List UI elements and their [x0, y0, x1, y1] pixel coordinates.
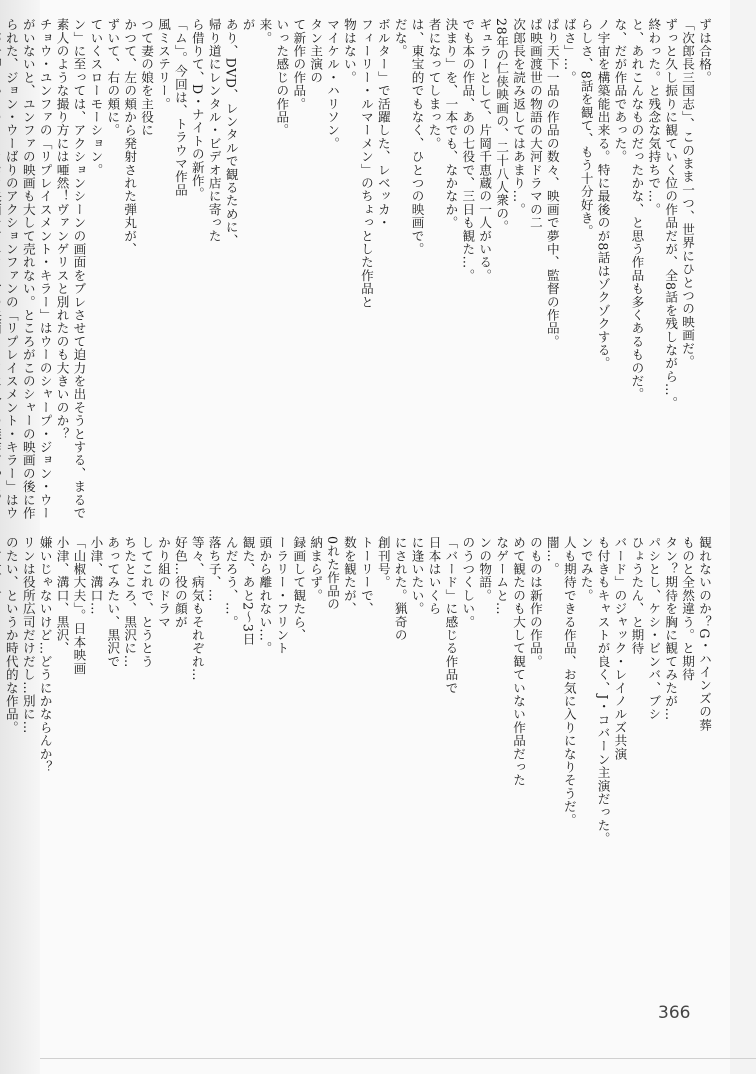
- paragraph: ずっと久し振りに観ていく位の作品だが、全8話を残しながら…。: [663, 18, 679, 410]
- paragraph: な、だが作品であった。: [612, 18, 628, 164]
- paragraph: 嫌いじゃないけど…どうにかならんか？: [37, 536, 53, 774]
- paragraph: 納まらず。: [308, 536, 324, 602]
- paragraph: ボルター」で活躍した、レベッカ・: [375, 18, 391, 230]
- paragraph: 録画して観たら、: [291, 536, 307, 642]
- paragraph: 来。: [257, 18, 273, 45]
- page-number: 366: [658, 1003, 691, 1023]
- paragraph: 等々、病気もそれぞれ…: [189, 536, 205, 682]
- paragraph: ずは合格。: [697, 18, 712, 84]
- paragraph: ン」に至っては、アクションシーンの画面をブレさせて迫力を出そうとする、まるで素人のような撮り方には唖然！ヴァンゲリスと別れたのも大きいのか？: [54, 18, 87, 520]
- paragraph: 創刊号。: [375, 536, 391, 589]
- paragraph: 頭から離れない…。: [257, 536, 273, 655]
- paragraph: 決まり」を、一本でも、なかなか。: [443, 18, 459, 230]
- paragraph: にされた。猟奇の: [392, 536, 408, 642]
- paragraph: マイケル・ハリソン。: [325, 18, 341, 150]
- paragraph: 観れないのか？G・ハインズの葬: [697, 536, 712, 732]
- paragraph: んだろう、…。: [223, 536, 239, 629]
- paragraph: フィーリー・ルマーメン」のちょっとした作品と: [358, 18, 374, 309]
- paragraph: ひょうたん、と期待: [629, 536, 645, 655]
- paragraph: て新作の作品。: [291, 18, 307, 111]
- paragraph: 次郎長を読み返してはあまり…。: [511, 18, 527, 216]
- lower-text-block: [3, 536, 712, 1022]
- paragraph: [0, 536, 2, 642]
- paragraph: のうつくしい。: [460, 536, 476, 629]
- upper-text-block: [3, 18, 712, 521]
- paragraph: と、あれこんなものだったかな、と思う作品も多くあるものだ。: [629, 18, 645, 401]
- paragraph: いった感じの作品。: [274, 18, 290, 137]
- paragraph: ちたところ、黒沢に…: [122, 536, 138, 668]
- paragraph: が: [240, 18, 256, 32]
- paragraph: 「ム」。今回は、トラウマ作品: [172, 18, 188, 197]
- paragraph: バード」のジャック・レイノルズ共演: [612, 536, 628, 761]
- paragraph: 者になってしまった。: [426, 18, 442, 150]
- paragraph: 数を観たが、: [341, 536, 357, 616]
- paragraph: ていくスローモーション。: [88, 18, 104, 177]
- paragraph: 日本はいくら: [426, 536, 442, 616]
- paragraph: タン？期待を胸に観てみたが…: [663, 536, 679, 721]
- paragraph: 「次郎長三国志」、このまま一つ、世界にひとつの映画だ。: [680, 18, 696, 369]
- paragraph: でも本の作品、あの七役で、三日も観た…。: [460, 18, 476, 282]
- paragraph: 物はない。: [341, 18, 357, 84]
- paragraph: かつて、左の頬から発射された弾丸が、: [122, 18, 138, 256]
- paragraph: 風ミステリー。: [156, 18, 171, 111]
- paragraph: ずいて、右の頬に。: [105, 18, 121, 137]
- paragraph: だな。: [392, 18, 408, 58]
- paragraph: も付きもキャストが良く、J・コバーン主演だった。: [595, 536, 611, 846]
- paragraph: ばさ」…。: [561, 18, 577, 84]
- paragraph: 「山椒大夫」。日本映画: [71, 536, 87, 675]
- paragraph: 好色…役の顔が: [172, 536, 188, 629]
- page-bottom-rule: [40, 1058, 756, 1059]
- paragraph: めて観たのも大して観ていない作品だった: [511, 536, 527, 787]
- paragraph: 終わった。と残念な気持ちで…。: [646, 18, 662, 216]
- paragraph: らしさ、8話を観て、もう十分好き。: [578, 18, 594, 238]
- paragraph: つて妻の娘を主役に: [139, 18, 155, 137]
- paragraph: トーリーで、: [358, 536, 374, 616]
- paragraph: ギュラーとして、片岡千恵蔵の一人がいる。: [477, 18, 493, 282]
- paragraph: 帰り道にレンタル・ビデオ店に寄った: [206, 18, 222, 243]
- paragraph: してこれで、とうとう: [139, 536, 155, 668]
- paragraph: 人も期待できる作品、お気に入りになりそうだ。: [561, 536, 577, 827]
- paragraph: 「バード」に感じる作品で: [443, 536, 459, 695]
- paragraph: ンでみた。: [578, 536, 594, 602]
- paragraph: ぱ映画渡世の物語の大河ドラマの二: [527, 18, 543, 230]
- paragraph: ぱり天下一品の作品の数々、映画で夢中、監督の作品。: [544, 18, 560, 348]
- paragraph: なゲームと…: [494, 536, 510, 616]
- paragraph: 28年の仁侠映画の、二十八人衆の。: [494, 18, 510, 234]
- paragraph: ノ宇宙を構築能出来る。特に最後のが8話はゾクゾクする。: [595, 18, 611, 370]
- paragraph: 小津、溝口…: [88, 536, 104, 616]
- paragraph: 観た、あと2〜3日: [240, 536, 256, 646]
- paragraph: チョウ・ユンファの「リプレイスメント・キラー」はウーのシャープ・ジョン・ウーがいないと、ユンファの映画も大して売れない。ところがこのシャーの映画の後に作られた、ジョン・ウーばりのアクションファンの「リプレイスメント・キラー」はウ: [3, 18, 53, 520]
- paragraph: タン主演の: [308, 18, 324, 84]
- paragraph: は、東宝的でもなく、ひとつの映画で。: [409, 18, 425, 256]
- paragraph: に逢いたい。: [409, 536, 425, 616]
- paragraph: のものは新作の作品。: [527, 536, 543, 668]
- paragraph: リンは役所広司だけだし…別に…: [20, 536, 36, 734]
- paragraph: ンの物語。: [477, 536, 493, 602]
- paragraph: ら借りて、D・ナイトの新作。: [189, 18, 205, 201]
- paragraph: 闇…。: [544, 536, 560, 576]
- paragraph: ーラリー・フリント: [274, 536, 290, 655]
- paragraph: ものと全然違う。と期待: [680, 536, 696, 682]
- paragraph: のたい、というか時代的な作品。: [3, 536, 19, 734]
- paragraph: あってみたい、黒沢で: [105, 536, 121, 668]
- paragraph: 落ち子、…: [206, 536, 222, 602]
- paragraph: パシとし、ケシ・ビンバ、ブシ: [646, 536, 662, 721]
- paragraph: あり、DVD、レンタルで観るために、: [223, 18, 239, 247]
- paragraph: かり組のドラマ: [156, 536, 171, 629]
- paragraph: 小津、溝口、黒沢、: [54, 536, 70, 655]
- paragraph: 0れた作品の: [325, 536, 341, 611]
